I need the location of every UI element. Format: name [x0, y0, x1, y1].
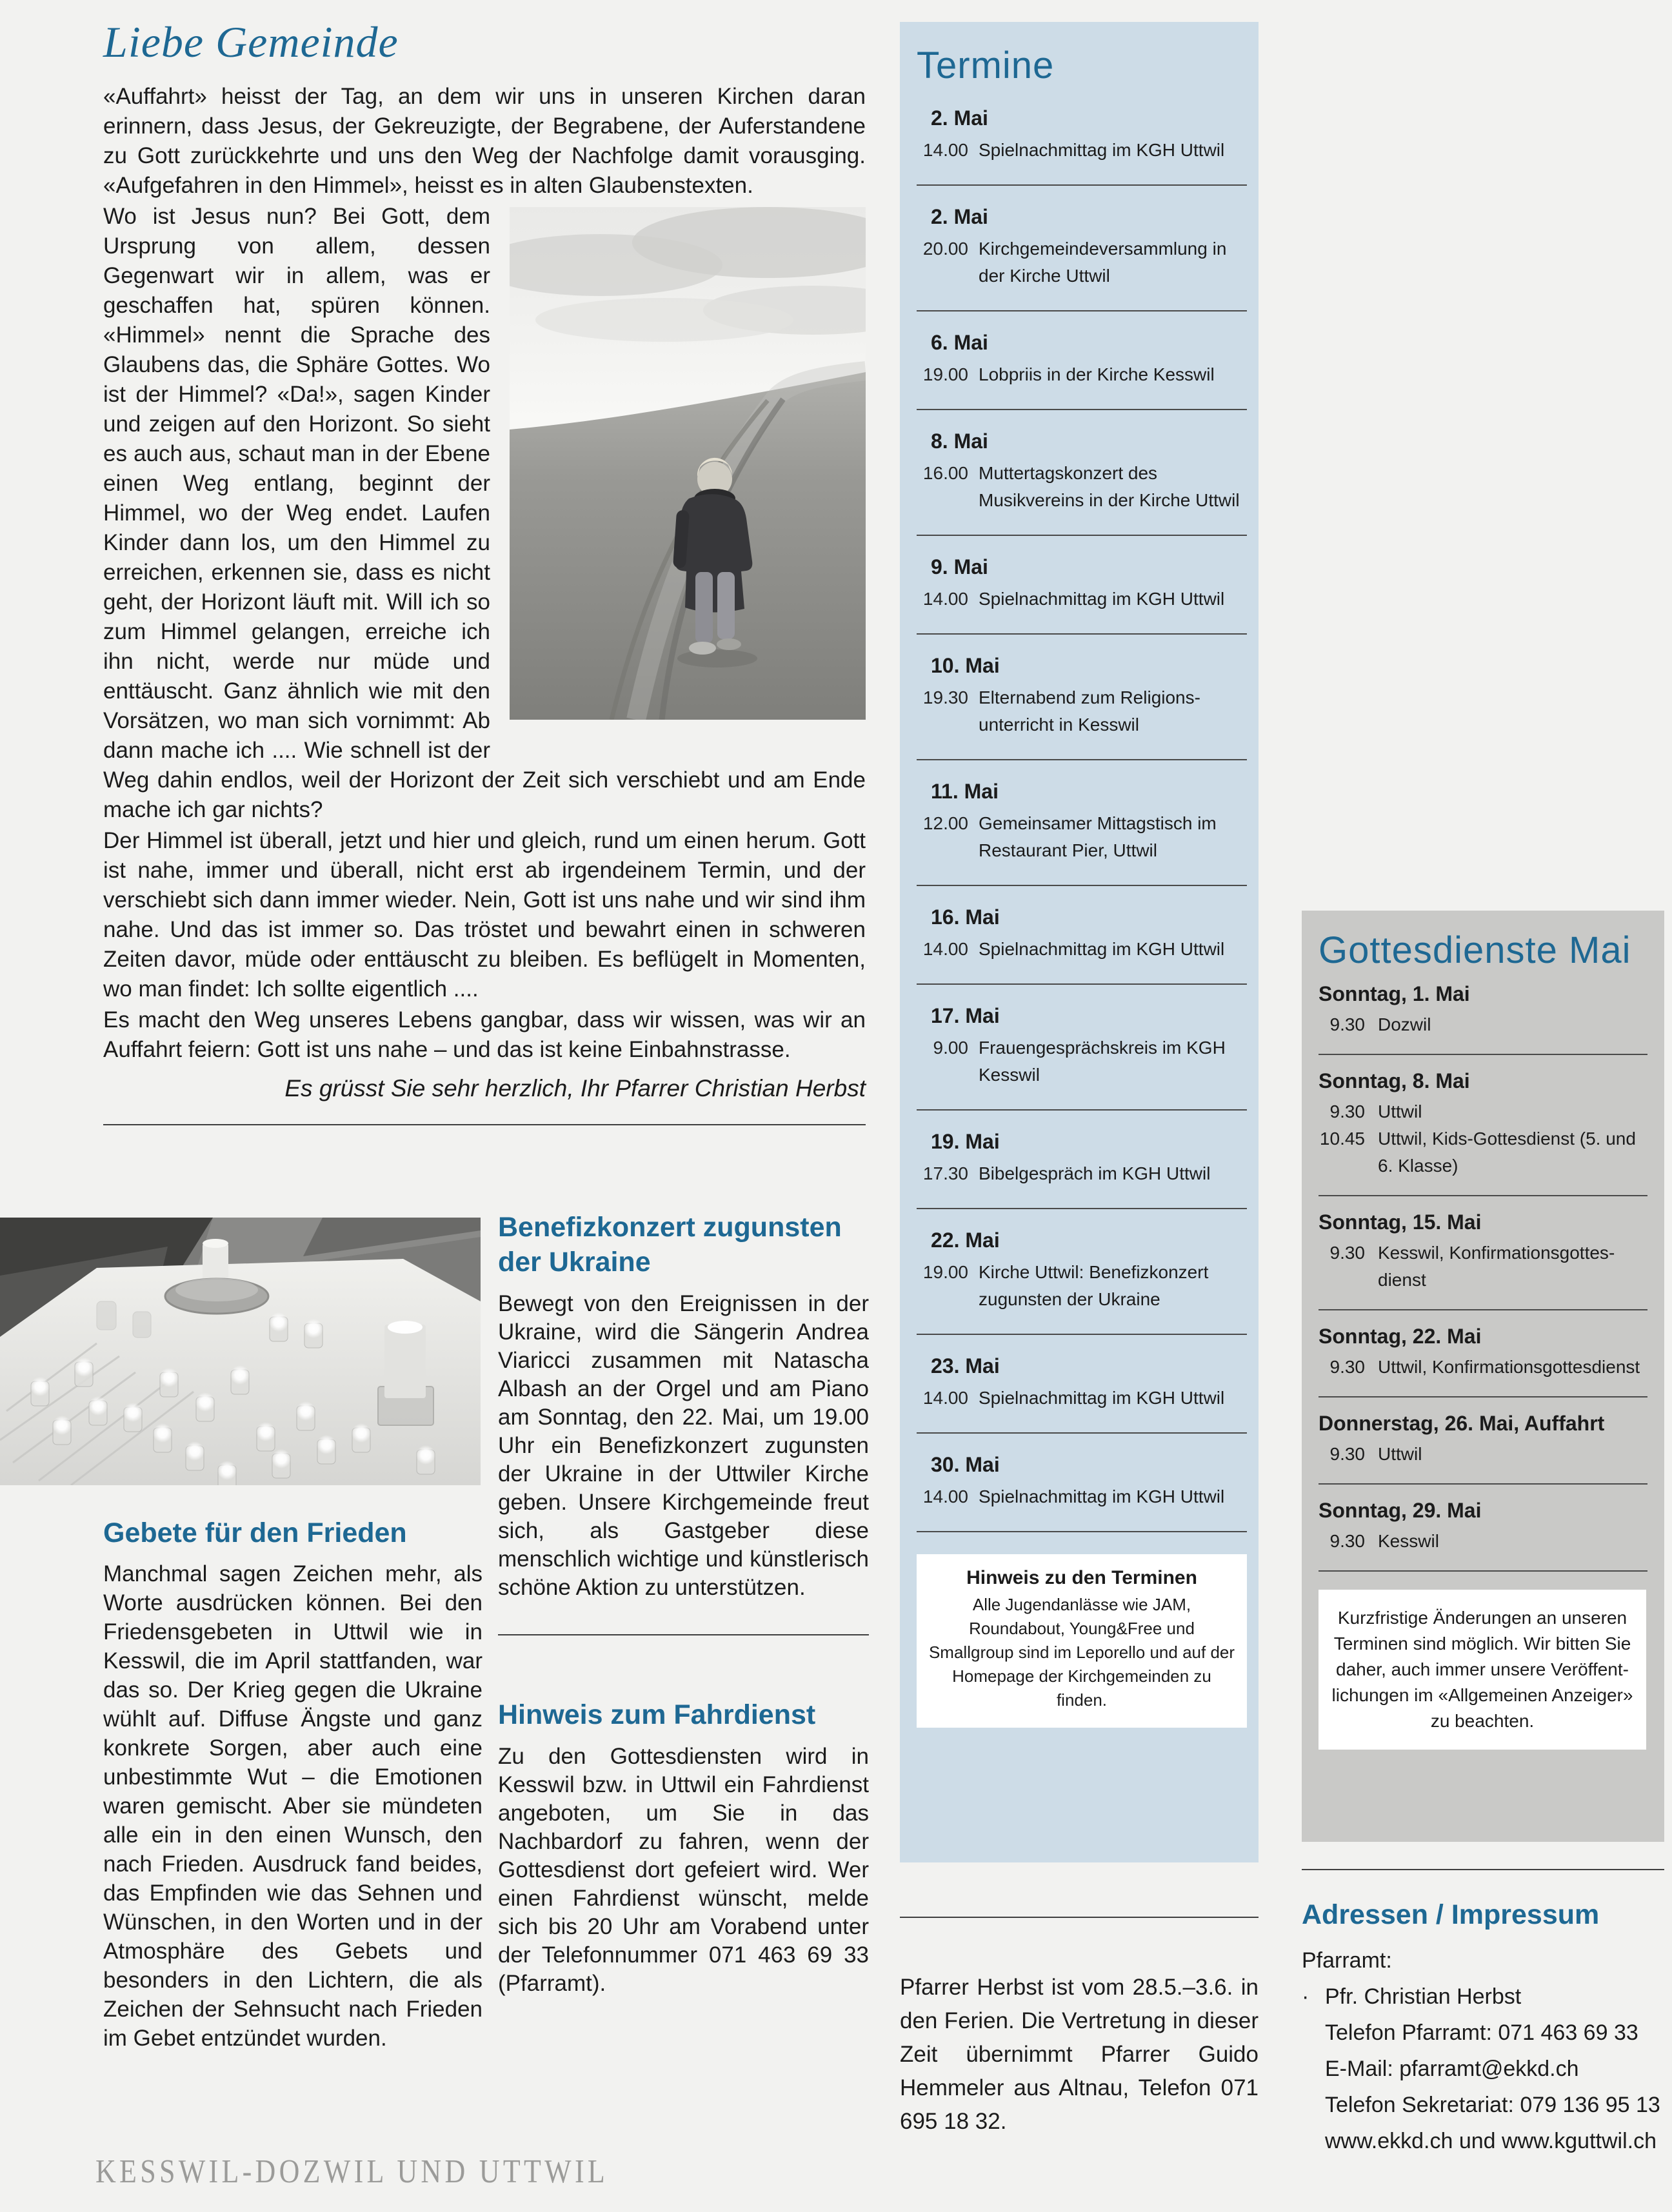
termine-time: 14.00	[922, 140, 968, 160]
termine-time: 14.00	[922, 939, 968, 959]
service-entry	[1319, 1412, 1650, 1468]
impressum-block	[1302, 1869, 1664, 2159]
service-place: Uttwil, Kids-Gottesdienst (5. und 6. Klasse)	[1378, 1129, 1636, 1176]
divider	[103, 1124, 866, 1125]
termine-text: Spielnachmittag im KGH Uttwil	[979, 1486, 1225, 1506]
services-note-box	[1319, 1590, 1646, 1750]
termine-entry	[917, 106, 1251, 164]
middle-column	[498, 1210, 869, 1998]
termine-date: 11. Mai	[931, 780, 999, 803]
impressum-phone: Telefon Pfarramt: 071 463 69 33	[1325, 2020, 1638, 2045]
divider	[1319, 1054, 1647, 1055]
termine-date: 10. Mai	[931, 654, 1000, 677]
service-time: 9.30	[1329, 1243, 1365, 1263]
divider	[917, 885, 1247, 886]
service-place: Kesswil	[1378, 1531, 1439, 1551]
divider	[917, 1334, 1247, 1335]
termine-entry	[917, 1130, 1251, 1187]
termine-time: 14.00	[922, 1486, 968, 1506]
divider	[1319, 1396, 1647, 1397]
service-place: Uttwil, Konfirmationsgottesdienst	[1378, 1357, 1640, 1377]
photo-peace-candles	[0, 1218, 481, 1485]
divider	[1319, 1309, 1647, 1310]
divider	[1319, 1483, 1647, 1485]
termine-entry	[917, 654, 1251, 738]
termine-entry	[917, 780, 1251, 864]
termine-text: Gemeinsamer Mittagstisch im Restaurant Pier, Uttwil	[979, 813, 1217, 860]
termine-entry	[917, 1004, 1251, 1089]
service-date: Sonntag, 29. Mai	[1319, 1499, 1482, 1522]
article-signature: Es grüsst Sie sehr herzlich, Ihr Pfarrer Christian Herbst	[284, 1075, 866, 1101]
termine-entry	[917, 1229, 1251, 1313]
termine-text: Elternabend zum Religionsunterricht in Kesswil	[979, 687, 1200, 735]
termine-time: 20.00	[922, 239, 968, 259]
termine-box	[900, 22, 1259, 1862]
termine-text: Lobpriis in der Kirche Kesswil	[979, 364, 1215, 384]
termine-entry	[917, 205, 1251, 290]
boy-field-photo-illustration	[510, 207, 866, 720]
termine-entry	[917, 555, 1251, 613]
impressum-title: Adressen / Impressum	[1302, 1899, 1600, 1930]
service-date: Sonntag, 22. Mai	[1319, 1325, 1482, 1348]
bullet-icon: ·	[1302, 1984, 1309, 2009]
service-place: Uttwil	[1378, 1101, 1422, 1121]
service-date: Donnerstag, 26. Mai, Auffahrt	[1319, 1412, 1605, 1435]
service-place: Dozwil	[1378, 1014, 1431, 1034]
article-title: Liebe Gemeinde	[103, 17, 399, 66]
termine-text: Frauengesprächskreis im KGH Kesswil	[979, 1038, 1226, 1085]
termine-time: 12.00	[922, 813, 968, 833]
termine-text: Spielnachmittag im KGH Uttwil	[979, 140, 1225, 160]
termine-time: 9.00	[933, 1038, 968, 1058]
article-title: Benefizkonzert zugunsten der Ukraine	[498, 1212, 842, 1278]
services-note-body: Kurzfristige Änderungen an unseren Terminen sind möglich. Wir bitten Sie daher, auch immer unsere Veröffentlichungen im «Allgemeinen Anzeiger» zu beachten.	[1331, 1608, 1633, 1731]
termine-date: 16. Mai	[931, 905, 1000, 929]
termine-time: 14.00	[922, 1388, 968, 1408]
divider	[917, 409, 1247, 410]
termine-note-title: Hinweis zu den Terminen	[966, 1567, 1197, 1588]
termine-text: Spielnachmittag im KGH Uttwil	[979, 939, 1225, 959]
termine-date: 30. Mai	[931, 1453, 1000, 1476]
article-paragraph: Es macht den Weg unseres Lebens gangbar, dass wir wissen, was wir an Auffahrt feiern: Gott ist uns nahe – und das ist keine Einbahnstrasse.	[103, 1007, 866, 1062]
service-place: Uttwil	[1378, 1444, 1422, 1464]
service-time: 9.30	[1329, 1444, 1365, 1464]
service-date: Sonntag, 8. Mai	[1319, 1069, 1470, 1092]
service-date: Sonntag, 15. Mai	[1319, 1210, 1482, 1234]
services-box	[1302, 911, 1664, 1842]
divider	[1319, 1195, 1647, 1196]
termine-time: 19.00	[922, 364, 968, 384]
candles-photo-illustration	[0, 1218, 481, 1485]
divider	[917, 983, 1247, 985]
vacation-note: Pfarrer Herbst ist vom 28.5.–3.6. in den Ferien. Die Vertretung in dieser Zeit übernimmt Pfarrer Guido Hemmeler aus Altnau, Telefon 071 695 18 32.	[900, 1975, 1259, 2134]
divider	[917, 535, 1247, 536]
termine-date: 2. Mai	[931, 205, 988, 228]
divider	[917, 184, 1247, 186]
termine-time: 17.30	[922, 1163, 968, 1183]
service-time: 9.30	[1329, 1357, 1365, 1377]
termine-text: Spielnachmittag im KGH Uttwil	[979, 1388, 1225, 1408]
termine-time: 19.30	[922, 687, 968, 707]
termine-time: 19.00	[922, 1262, 968, 1282]
page-footer: KESSWIL-DOZWIL UND UTTWIL	[95, 2152, 609, 2190]
termine-entry	[917, 331, 1251, 388]
impressum-web: www.ekkd.ch und www.kguttwil.ch	[1325, 2129, 1657, 2153]
termine-date: 19. Mai	[931, 1130, 1000, 1153]
service-entry	[1319, 1325, 1650, 1381]
termine-entry	[917, 430, 1251, 514]
termine-time: 14.00	[922, 589, 968, 609]
article-title: Hinweis zum Fahrdienst	[498, 1699, 816, 1730]
article-paragraph: Der Himmel ist überall, jetzt und hier und gleich, rund um einen herum. Gott ist nahe, immer und überall, nicht erst ab irgendeinem Termin, und der verschiebt sich dann immer wieder. Nein, Gott ist uns nahe und wir sind ihm nahe. Und das ist immer so. Das tröstet und bewahrt einen in schweren Zeiten davor, müde oder enttäuscht zu bleiben. Es beflügelt in Momenten, wo man findet: Ich sollte eigentlich ....	[103, 828, 866, 1002]
service-time: 10.45	[1319, 1129, 1365, 1149]
service-entry	[1319, 1069, 1650, 1180]
termine-text: Kirchgemeindeversammlung in der Kirche Uttwil	[979, 239, 1227, 286]
divider	[917, 1109, 1247, 1111]
article-paragraph: «Auffahrt» heisst der Tag, an dem wir uns in unseren Kirchen daran erinnern, dass Jesus, der Gekreuzigte, der Begrabene, der Auferstandene zu Gott zurückkehrte und uns den Weg der Nachfolge damit vorausging. «Aufgefahren in den Himmel», heisst es in alten Glaubenstexten.	[103, 84, 866, 198]
service-time: 9.30	[1329, 1531, 1365, 1551]
termine-entry	[917, 1453, 1251, 1510]
impressum-name: Pfr. Christian Herbst	[1325, 1984, 1522, 2009]
divider	[917, 1432, 1247, 1434]
termine-date: 8. Mai	[931, 430, 988, 453]
article-body: Manchmal sagen Zeichen mehr, als Worte ausdrücken können. Bei den Friedensgebeten in Uttwil wie in Kesswil, die im April stattfanden, war das so. Der Krieg gegen die Ukraine wühlt auf. Diffuse Ängste und ganz konkrete Sorgen, aber auch eine unbestimmte Wut – die Emotionen waren gemischt. Aber sie mündeten alle ein in den einen Wunsch, den nach Frieden. Ausdruck fand beides, das Empfinden wie das Sehnen und Wünschen, in den Worten und in der Atmosphäre des Gebets und besonders in den Lichtern, die als Zeichen der Sehnsucht nach Frieden im Gebet entzündet wurden.	[103, 1561, 483, 2051]
termine-text: Bibelgespräch im KGH Uttwil	[979, 1163, 1211, 1183]
divider	[917, 1208, 1247, 1209]
service-time: 9.30	[1329, 1101, 1365, 1121]
divider	[917, 633, 1247, 635]
termine-time: 16.00	[922, 463, 968, 483]
service-time: 9.30	[1329, 1014, 1365, 1034]
termine-date: 9. Mai	[931, 555, 988, 578]
service-place: Kesswil, Konfirmationsgottesdienst	[1378, 1243, 1615, 1290]
divider	[1319, 1570, 1647, 1572]
divider	[900, 1917, 1259, 1918]
divider	[917, 310, 1247, 311]
divider	[917, 1531, 1247, 1532]
termine-date: 17. Mai	[931, 1004, 1000, 1027]
termine-text: Kirche Uttwil: Benefizkonzert zugunsten der Ukraine	[979, 1262, 1209, 1309]
termine-date: 6. Mai	[931, 331, 988, 354]
termine-date: 2. Mai	[931, 106, 988, 130]
termine-note-body: Alle Jugendanlässe wie JAM, Roundabout, Young&Free und Smallgroup sind im Leporello und auf der Homepage der Kirchgemeinden zu finden.	[928, 1595, 1235, 1710]
service-date: Sonntag, 1. Mai	[1319, 982, 1470, 1005]
article-liebe-gemeinde	[103, 17, 866, 1125]
article-gebete	[103, 1516, 483, 2053]
service-entry	[1319, 982, 1650, 1038]
impressum-line: Pfarramt:	[1302, 1948, 1392, 1973]
termine-title: Termine	[917, 44, 1055, 86]
article-title: Gebete für den Frieden	[103, 1517, 407, 1548]
impressum-phone: Telefon Sekretariat: 079 136 95 13	[1325, 2093, 1660, 2117]
divider	[498, 1634, 869, 1635]
termine-note-box	[917, 1554, 1247, 1728]
impressum-email: E-Mail: pfarramt@ekkd.ch	[1325, 2057, 1579, 2081]
photo-boy-on-field	[510, 207, 866, 720]
article-body: Zu den Gottesdiensten wird in Kesswil bzw. in Uttwil ein Fahrdienst angeboten, um Sie in das Nachbardorf zu fahren, wenn der Gottesdienst dort gefeiert wird. Wer einen Fahrdienst wünscht, melde sich bis 20 Uhr am Vorabend unter der Telefonnummer 071 463 69 33 (Pfarramt).	[498, 1744, 869, 1996]
service-entry	[1319, 1499, 1650, 1555]
termine-entry	[917, 1354, 1251, 1412]
termine-entry	[917, 905, 1251, 963]
divider	[917, 759, 1247, 760]
service-entry	[1319, 1210, 1650, 1294]
termine-date: 23. Mai	[931, 1354, 1000, 1378]
termine-text: Muttertagskonzert des Musikvereins in der Kirche Uttwil	[979, 463, 1240, 510]
article-body: Bewegt von den Ereignissen in der Ukraine, wird die Sängerin Andrea Viaricci zusammen mit Natascha Albash an der Orgel und am Piano am Sonntag, den 22. Mai, um 19.00 Uhr ein Benefizkonzert zugunsten der Ukraine in der Uttwiler Kirche geben. Unsere Kirchgemeinde freut sich, als Gastgeber diese menschlich wichtige und künstlerisch schöne Aktion zu unterstützen.	[498, 1291, 869, 1600]
divider	[1302, 1869, 1664, 1870]
services-title: Gottesdienste Mai	[1319, 929, 1631, 971]
impressum-line	[1302, 1979, 1664, 2015]
article-paragraph: Wo ist Jesus nun? Bei Gott, dem Ursprung von allem, dessen Gegenwart wir in allem, was er geschaffen hat, spüren können. «Himmel» nennt die Sprache des Glaubens das, die Sphäre Gottes. Wo ist der Himmel? «Da!», sagen Kinder und zeigen auf den Horizont. So sieht es auch aus, schaut man in der Ebene einen Weg entlang, beginnt der Himmel, wo der Weg endet. Laufen Kinder dann los, um den Himmel zu erreichen, erkennen sie, dass es nicht geht, der Horizont läuft mit. Will ich so zum Himmel gelangen, erreiche ich ihn nicht, werde nur müde und enttäuscht. Ganz ähnlich wie mit den Vorsätzen, wo man sich vornimmt: Ab dann mache ich .... Wie schnell ist der Weg dahin endlos, weil der Horizont der Zeit sich verschiebt und am Ende mache ich gar nichts?	[103, 204, 866, 822]
termine-text: Spielnachmittag im KGH Uttwil	[979, 589, 1225, 609]
termine-date: 22. Mai	[931, 1229, 1000, 1252]
